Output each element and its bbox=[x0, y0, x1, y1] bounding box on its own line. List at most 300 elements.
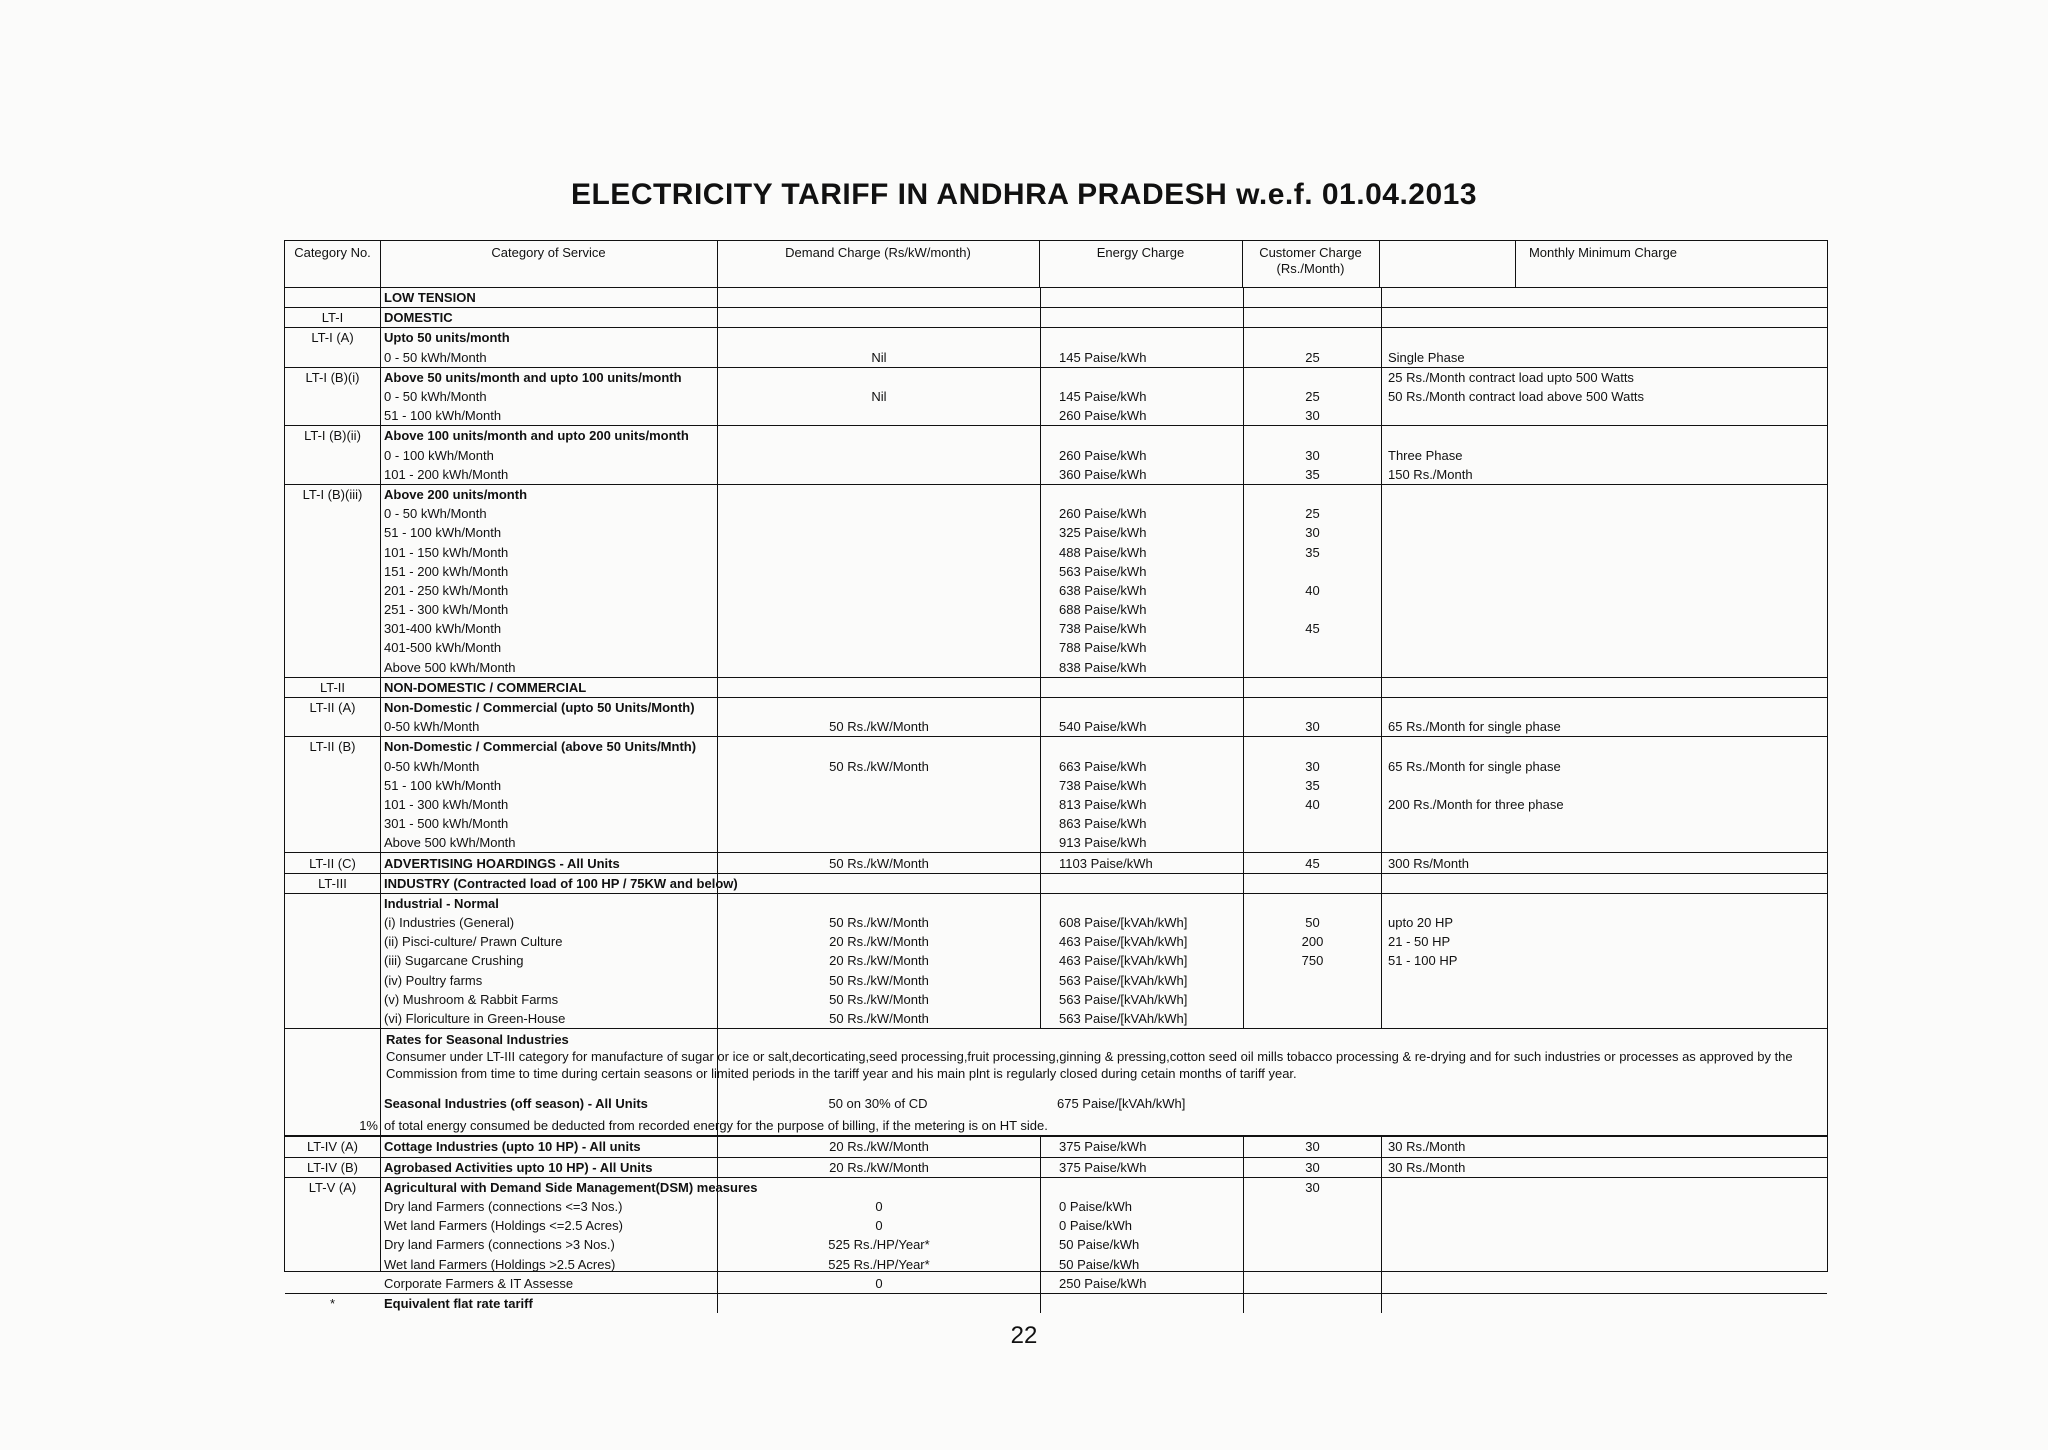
row-monthly-minimum bbox=[1381, 562, 1388, 581]
row-category-of-service: Corporate Farmers & IT Assesse bbox=[384, 1275, 574, 1291]
row-monthly-minimum: 50 Rs./Month contract load above 500 Watts bbox=[1381, 387, 1644, 406]
row-category-no: * bbox=[329, 1295, 336, 1311]
row-category-of-service: Equivalent flat rate tariff bbox=[384, 1295, 533, 1311]
row-category-of-service: 401-500 kWh/Month bbox=[384, 640, 502, 656]
row-customer-charge: 30 bbox=[1243, 717, 1381, 736]
row-energy-charge bbox=[1040, 698, 1243, 717]
row-energy-charge bbox=[1040, 368, 1243, 387]
row-energy-charge bbox=[1040, 874, 1243, 893]
row-energy-charge: 0 Paise/kWh bbox=[1040, 1216, 1243, 1235]
table-row bbox=[285, 1254, 1827, 1273]
row-monthly-minimum: 200 Rs./Month for three phase bbox=[1381, 795, 1564, 814]
row-category-of-service: 101 - 150 kWh/Month bbox=[384, 544, 509, 560]
table-row bbox=[285, 776, 1827, 795]
row-monthly-minimum bbox=[1381, 894, 1388, 913]
row-energy-charge: 608 Paise/[kVAh/kWh] bbox=[1040, 913, 1243, 932]
row-energy-charge: 145 Paise/kWh bbox=[1040, 348, 1243, 367]
row-category-of-service: 51 - 100 kWh/Month bbox=[384, 777, 502, 793]
header-category-of-service: Category of Service bbox=[491, 245, 606, 260]
table-row bbox=[285, 1235, 1827, 1254]
row-demand-charge: 50 Rs./kW/Month bbox=[717, 990, 1040, 1009]
row-energy-charge bbox=[1040, 485, 1243, 504]
row-monthly-minimum bbox=[1381, 485, 1388, 504]
table-row bbox=[285, 1197, 1827, 1216]
row-category-of-service: Above 100 units/month and upto 200 units/month bbox=[384, 428, 689, 444]
table-row bbox=[285, 1177, 1827, 1197]
row-monthly-minimum bbox=[1381, 1197, 1388, 1216]
table-row bbox=[285, 951, 1827, 970]
row-category-of-service: Agrobased Activities upto 10 HP) - All Units bbox=[384, 1159, 653, 1175]
row-customer-charge bbox=[1243, 1235, 1381, 1254]
off-season-label: Seasonal Industries (off season) - All Units bbox=[384, 1095, 648, 1111]
row-demand-charge: Nil bbox=[717, 387, 1040, 406]
row-category-of-service: 251 - 300 kWh/Month bbox=[384, 602, 509, 618]
table-row bbox=[285, 893, 1827, 913]
row-monthly-minimum bbox=[1381, 814, 1388, 833]
row-demand-charge bbox=[717, 446, 1040, 465]
row-demand-charge: 50 Rs./kW/Month bbox=[717, 1009, 1040, 1028]
row-monthly-minimum bbox=[1381, 737, 1388, 756]
row-customer-charge: 45 bbox=[1243, 853, 1381, 872]
row-customer-charge bbox=[1243, 698, 1381, 717]
row-energy-charge bbox=[1040, 1294, 1243, 1313]
row-monthly-minimum bbox=[1381, 426, 1388, 445]
table-row bbox=[285, 971, 1827, 990]
table-row bbox=[285, 581, 1827, 600]
table-row bbox=[285, 367, 1827, 387]
row-category-no: LT-IV (A) bbox=[306, 1139, 359, 1155]
row-demand-charge bbox=[717, 504, 1040, 523]
row-energy-charge bbox=[1040, 426, 1243, 445]
table-row bbox=[285, 504, 1827, 523]
row-category-of-service: 301 - 500 kWh/Month bbox=[384, 816, 509, 832]
row-category-of-service: Above 50 units/month and upto 100 units/month bbox=[384, 369, 682, 385]
row-monthly-minimum bbox=[1381, 1009, 1388, 1028]
row-monthly-minimum bbox=[1381, 1235, 1388, 1254]
row-monthly-minimum bbox=[1381, 581, 1388, 600]
row-customer-charge: 25 bbox=[1243, 504, 1381, 523]
row-customer-charge bbox=[1243, 990, 1381, 1009]
row-monthly-minimum bbox=[1381, 523, 1388, 542]
row-energy-charge: 463 Paise/[kVAh/kWh] bbox=[1040, 951, 1243, 970]
row-monthly-minimum: 21 - 50 HP bbox=[1381, 932, 1450, 951]
row-customer-charge bbox=[1243, 874, 1381, 893]
header-divider bbox=[1039, 241, 1040, 287]
row-demand-charge: 525 Rs./HP/Year* bbox=[717, 1235, 1040, 1254]
row-energy-charge: 738 Paise/kWh bbox=[1040, 619, 1243, 638]
table-row bbox=[285, 562, 1827, 581]
row-monthly-minimum bbox=[1381, 658, 1388, 677]
row-category-no: LT-I (B)(iii) bbox=[302, 486, 363, 502]
row-category-of-service: Non-Domestic / Commercial (upto 50 Units/Month) bbox=[384, 700, 695, 716]
row-monthly-minimum: Single Phase bbox=[1381, 348, 1465, 367]
row-category-of-service: (iii) Sugarcane Crushing bbox=[384, 953, 524, 969]
row-monthly-minimum bbox=[1381, 619, 1388, 638]
row-customer-charge bbox=[1243, 368, 1381, 387]
row-customer-charge bbox=[1243, 485, 1381, 504]
table-row bbox=[285, 465, 1827, 484]
row-category-of-service: Dry land Farmers (connections >3 Nos.) bbox=[384, 1237, 615, 1253]
row-customer-charge: 35 bbox=[1243, 776, 1381, 795]
row-energy-charge: 563 Paise/[kVAh/kWh] bbox=[1040, 971, 1243, 990]
row-customer-charge: 30 bbox=[1243, 1158, 1381, 1177]
row-monthly-minimum: 300 Rs/Month bbox=[1381, 853, 1469, 872]
row-energy-charge: 638 Paise/kWh bbox=[1040, 581, 1243, 600]
row-monthly-minimum bbox=[1381, 406, 1388, 425]
row-customer-charge bbox=[1243, 1197, 1381, 1216]
row-customer-charge bbox=[1243, 833, 1381, 852]
row-category-of-service: 151 - 200 kWh/Month bbox=[384, 563, 509, 579]
row-energy-charge: 260 Paise/kWh bbox=[1040, 504, 1243, 523]
row-monthly-minimum: upto 20 HP bbox=[1381, 913, 1453, 932]
header-demand-charge: Demand Charge (Rs/kW/month) bbox=[785, 245, 971, 260]
row-energy-charge: 375 Paise/kWh bbox=[1040, 1137, 1243, 1156]
row-customer-charge bbox=[1243, 308, 1381, 327]
header-divider bbox=[1379, 241, 1380, 287]
seasonal-text: Consumer under LT-III category for manufacture of sugar or ice or salt,decorticating,seed processing,fruit processing,ginning & pressing,cotton seed oil mills tobacco processing & re-drying and for such industries or processes as approved by the Commission from time to time during certain seasons or limited periods in the tariff year and his main plnt is regularly closed during cetain months of tariff year. bbox=[386, 1049, 1793, 1082]
row-demand-charge bbox=[717, 485, 1040, 504]
row-energy-charge: 145 Paise/kWh bbox=[1040, 387, 1243, 406]
table-row bbox=[285, 990, 1827, 1009]
row-customer-charge bbox=[1243, 737, 1381, 756]
table-row bbox=[285, 757, 1827, 776]
row-energy-charge bbox=[1040, 1178, 1243, 1197]
row-demand-charge: Nil bbox=[717, 348, 1040, 367]
row-demand-charge bbox=[717, 288, 1040, 307]
row-category-of-service: Above 500 kWh/Month bbox=[384, 659, 516, 675]
row-customer-charge bbox=[1243, 1274, 1381, 1293]
row-energy-charge: 325 Paise/kWh bbox=[1040, 523, 1243, 542]
row-customer-charge: 30 bbox=[1243, 446, 1381, 465]
row-demand-charge: 0 bbox=[717, 1216, 1040, 1235]
row-demand-charge bbox=[717, 638, 1040, 657]
row-customer-charge: 30 bbox=[1243, 1137, 1381, 1156]
row-customer-charge bbox=[1243, 638, 1381, 657]
row-demand-charge bbox=[717, 523, 1040, 542]
row-category-of-service: ADVERTISING HOARDINGS - All Units bbox=[384, 855, 620, 871]
row-demand-charge: 50 Rs./kW/Month bbox=[717, 853, 1040, 872]
row-monthly-minimum bbox=[1381, 600, 1388, 619]
row-category-of-service: 201 - 250 kWh/Month bbox=[384, 582, 509, 598]
row-demand-charge: 50 Rs./kW/Month bbox=[717, 913, 1040, 932]
row-demand-charge bbox=[717, 465, 1040, 484]
row-customer-charge: 25 bbox=[1243, 348, 1381, 367]
row-customer-charge: 40 bbox=[1243, 581, 1381, 600]
table-row bbox=[285, 638, 1827, 657]
row-energy-charge bbox=[1040, 737, 1243, 756]
row-demand-charge bbox=[717, 328, 1040, 347]
row-demand-charge bbox=[717, 426, 1040, 445]
row-demand-charge bbox=[717, 1178, 1040, 1197]
row-energy-charge: 250 Paise/kWh bbox=[1040, 1274, 1243, 1293]
row-monthly-minimum: 30 Rs./Month bbox=[1381, 1137, 1465, 1156]
row-demand-charge bbox=[717, 776, 1040, 795]
row-demand-charge: 50 Rs./kW/Month bbox=[717, 757, 1040, 776]
row-monthly-minimum: 65 Rs./Month for single phase bbox=[1381, 717, 1561, 736]
row-customer-charge bbox=[1243, 1254, 1381, 1273]
row-energy-charge bbox=[1040, 678, 1243, 697]
table-row bbox=[285, 814, 1827, 833]
row-category-of-service: 0 - 100 kWh/Month bbox=[384, 447, 494, 463]
row-energy-charge: 563 Paise/[kVAh/kWh] bbox=[1040, 990, 1243, 1009]
row-category-of-service: 301-400 kWh/Month bbox=[384, 621, 502, 637]
row-category-of-service: Wet land Farmers (Holdings >2.5 Acres) bbox=[384, 1256, 616, 1272]
row-customer-charge bbox=[1243, 426, 1381, 445]
row-category-of-service: (iv) Poultry farms bbox=[384, 972, 483, 988]
row-energy-charge bbox=[1040, 288, 1243, 307]
row-category-of-service: INDUSTRY (Contracted load of 100 HP / 75KW and below) bbox=[384, 875, 738, 891]
row-demand-charge bbox=[717, 814, 1040, 833]
document-title: ELECTRICITY TARIFF IN ANDHRA PRADESH w.e.f. 01.04.2013 bbox=[570, 178, 1478, 211]
row-category-of-service: Upto 50 units/month bbox=[384, 330, 510, 346]
row-customer-charge bbox=[1243, 814, 1381, 833]
row-category-no: LT-III bbox=[318, 875, 347, 891]
row-customer-charge: 40 bbox=[1243, 795, 1381, 814]
row-customer-charge: 30 bbox=[1243, 1178, 1381, 1197]
row-category-no: LT-I bbox=[321, 310, 344, 326]
table-row bbox=[285, 600, 1827, 619]
table-row bbox=[285, 677, 1827, 697]
row-customer-charge: 45 bbox=[1243, 619, 1381, 638]
row-demand-charge bbox=[717, 308, 1040, 327]
row-energy-charge: 738 Paise/kWh bbox=[1040, 776, 1243, 795]
table-row bbox=[285, 658, 1827, 677]
table-row bbox=[285, 795, 1827, 814]
row-customer-charge: 35 bbox=[1243, 465, 1381, 484]
row-demand-charge bbox=[717, 874, 1040, 893]
row-monthly-minimum bbox=[1381, 971, 1388, 990]
off-season-energy: 675 Paise/[kVAh/kWh] bbox=[1057, 1095, 1186, 1111]
row-customer-charge bbox=[1243, 562, 1381, 581]
row-customer-charge bbox=[1243, 678, 1381, 697]
row-category-of-service: (i) Industries (General) bbox=[384, 915, 515, 931]
row-category-of-service: 0-50 kWh/Month bbox=[384, 758, 480, 774]
row-demand-charge bbox=[717, 833, 1040, 852]
row-category-of-service: 51 - 100 kWh/Month bbox=[384, 525, 502, 541]
row-demand-charge bbox=[717, 368, 1040, 387]
row-customer-charge bbox=[1243, 1009, 1381, 1028]
row-energy-charge: 788 Paise/kWh bbox=[1040, 638, 1243, 657]
row-category-of-service: NON-DOMESTIC / COMMERCIAL bbox=[384, 679, 587, 695]
row-category-of-service: 0-50 kWh/Month bbox=[384, 719, 480, 735]
row-energy-charge: 838 Paise/kWh bbox=[1040, 658, 1243, 677]
row-category-of-service: 51 - 100 kWh/Month bbox=[384, 408, 502, 424]
table-row bbox=[285, 387, 1827, 406]
table-row bbox=[285, 307, 1827, 327]
row-monthly-minimum: 30 Rs./Month bbox=[1381, 1158, 1465, 1177]
table-row bbox=[285, 873, 1827, 893]
row-category-no: LT-V (A) bbox=[308, 1179, 357, 1195]
row-demand-charge: 50 Rs./kW/Month bbox=[717, 717, 1040, 736]
row-category-of-service: (v) Mushroom & Rabbit Farms bbox=[384, 991, 559, 1007]
table-row bbox=[285, 406, 1827, 425]
seasonal-heading: Rates for Seasonal Industries bbox=[386, 1032, 569, 1048]
row-energy-charge bbox=[1040, 894, 1243, 913]
row-monthly-minimum bbox=[1381, 308, 1388, 327]
row-category-no: LT-I (A) bbox=[311, 330, 354, 346]
row-category-no: LT-II (A) bbox=[309, 700, 356, 716]
row-category-of-service: 101 - 300 kWh/Month bbox=[384, 796, 509, 812]
row-demand-charge: 20 Rs./kW/Month bbox=[717, 951, 1040, 970]
row-demand-charge bbox=[717, 658, 1040, 677]
page-number: 22 bbox=[1010, 1322, 1038, 1349]
row-demand-charge bbox=[717, 698, 1040, 717]
table-row bbox=[285, 736, 1827, 756]
table-row bbox=[285, 852, 1827, 872]
row-monthly-minimum bbox=[1381, 990, 1388, 1009]
row-monthly-minimum bbox=[1381, 288, 1388, 307]
row-category-of-service: 0 - 50 kWh/Month bbox=[384, 349, 487, 365]
row-customer-charge bbox=[1243, 658, 1381, 677]
row-energy-charge: 913 Paise/kWh bbox=[1040, 833, 1243, 852]
header-category-no: Category No. bbox=[294, 245, 371, 260]
row-monthly-minimum: Three Phase bbox=[1381, 446, 1462, 465]
row-demand-charge: 0 bbox=[717, 1197, 1040, 1216]
row-category-of-service: Cottage Industries (upto 10 HP) - All units bbox=[384, 1139, 641, 1155]
row-demand-charge bbox=[717, 581, 1040, 600]
row-demand-charge: 20 Rs./kW/Month bbox=[717, 932, 1040, 951]
row-energy-charge: 863 Paise/kWh bbox=[1040, 814, 1243, 833]
table-row bbox=[285, 1274, 1827, 1293]
row-category-of-service: Wet land Farmers (Holdings <=2.5 Acres) bbox=[384, 1218, 623, 1234]
row-customer-charge: 50 bbox=[1243, 913, 1381, 932]
row-demand-charge bbox=[717, 1294, 1040, 1313]
row-customer-charge bbox=[1243, 1216, 1381, 1235]
row-category-of-service: DOMESTIC bbox=[384, 310, 453, 326]
row-monthly-minimum bbox=[1381, 542, 1388, 561]
row-monthly-minimum bbox=[1381, 776, 1388, 795]
row-energy-charge: 0 Paise/kWh bbox=[1040, 1197, 1243, 1216]
row-customer-charge bbox=[1243, 288, 1381, 307]
table-row bbox=[285, 1136, 1827, 1156]
row-energy-charge: 375 Paise/kWh bbox=[1040, 1158, 1243, 1177]
row-energy-charge bbox=[1040, 308, 1243, 327]
row-energy-charge: 50 Paise/kWh bbox=[1040, 1254, 1243, 1273]
row-demand-charge bbox=[717, 619, 1040, 638]
table-row bbox=[285, 348, 1827, 367]
row-monthly-minimum: 65 Rs./Month for single phase bbox=[1381, 757, 1561, 776]
row-category-no: LT-II (B) bbox=[309, 739, 356, 755]
row-category-of-service: 101 - 200 kWh/Month bbox=[384, 466, 509, 482]
table-row bbox=[285, 913, 1827, 932]
row-customer-charge: 30 bbox=[1243, 523, 1381, 542]
row-category-of-service: Above 200 units/month bbox=[384, 486, 528, 502]
row-energy-charge: 813 Paise/kWh bbox=[1040, 795, 1243, 814]
row-category-no: LT-II bbox=[319, 679, 346, 695]
row-customer-charge bbox=[1243, 1294, 1381, 1313]
row-category-of-service: (ii) Pisci-culture/ Prawn Culture bbox=[384, 934, 563, 950]
row-monthly-minimum bbox=[1381, 1178, 1388, 1197]
row-demand-charge: 0 bbox=[717, 1274, 1040, 1293]
note-number: 1% bbox=[359, 1118, 378, 1134]
row-energy-charge bbox=[1040, 328, 1243, 347]
row-energy-charge: 360 Paise/kWh bbox=[1040, 465, 1243, 484]
row-monthly-minimum: 25 Rs./Month contract load upto 500 Watts bbox=[1381, 368, 1634, 387]
row-monthly-minimum bbox=[1381, 698, 1388, 717]
row-demand-charge bbox=[717, 600, 1040, 619]
table-row bbox=[285, 717, 1827, 736]
header-monthly-minimum: Monthly Minimum Charge bbox=[1528, 245, 1678, 260]
row-category-of-service: 0 - 50 kWh/Month bbox=[384, 389, 487, 405]
table-row bbox=[285, 1293, 1827, 1313]
row-demand-charge bbox=[717, 406, 1040, 425]
row-customer-charge: 30 bbox=[1243, 757, 1381, 776]
table-row bbox=[285, 287, 1827, 307]
row-demand-charge: 525 Rs./HP/Year* bbox=[717, 1254, 1040, 1273]
row-monthly-minimum bbox=[1381, 1216, 1388, 1235]
seasonal-block bbox=[285, 1028, 1827, 1135]
table-body bbox=[285, 287, 1827, 1313]
row-monthly-minimum bbox=[1381, 638, 1388, 657]
row-category-of-service: Above 500 kWh/Month bbox=[384, 835, 516, 851]
table-row bbox=[285, 484, 1827, 504]
row-energy-charge: 260 Paise/kWh bbox=[1040, 406, 1243, 425]
row-demand-charge bbox=[717, 894, 1040, 913]
table-row bbox=[285, 425, 1827, 445]
row-monthly-minimum bbox=[1381, 328, 1388, 347]
row-category-of-service: 0 - 50 kWh/Month bbox=[384, 506, 487, 522]
row-category-no: LT-IV (B) bbox=[306, 1159, 359, 1175]
table-row bbox=[285, 327, 1827, 347]
row-customer-charge bbox=[1243, 328, 1381, 347]
table-row bbox=[285, 833, 1827, 852]
row-energy-charge: 688 Paise/kWh bbox=[1040, 600, 1243, 619]
row-monthly-minimum bbox=[1381, 874, 1388, 893]
row-demand-charge bbox=[717, 542, 1040, 561]
off-season-demand: 50 on 30% of CD bbox=[828, 1095, 928, 1111]
row-monthly-minimum bbox=[1381, 1274, 1388, 1293]
row-monthly-minimum bbox=[1381, 1254, 1388, 1273]
row-energy-charge: 563 Paise/[kVAh/kWh] bbox=[1040, 1009, 1243, 1028]
header-energy-charge: Energy Charge bbox=[1096, 245, 1185, 260]
row-customer-charge bbox=[1243, 894, 1381, 913]
row-category-of-service: Industrial - Normal bbox=[384, 895, 499, 911]
row-category-no: LT-II (C) bbox=[309, 855, 356, 871]
row-category-no: LT-I (B)(ii) bbox=[304, 428, 361, 444]
row-monthly-minimum bbox=[1381, 504, 1388, 523]
row-customer-charge bbox=[1243, 600, 1381, 619]
row-customer-charge: 200 bbox=[1243, 932, 1381, 951]
table-row bbox=[285, 446, 1827, 465]
row-energy-charge: 50 Paise/kWh bbox=[1040, 1235, 1243, 1254]
row-demand-charge bbox=[717, 562, 1040, 581]
row-demand-charge bbox=[717, 795, 1040, 814]
row-demand-charge bbox=[717, 678, 1040, 697]
table-row bbox=[285, 932, 1827, 951]
row-customer-charge: 750 bbox=[1243, 951, 1381, 970]
row-customer-charge: 30 bbox=[1243, 406, 1381, 425]
header-customer-charge: Customer Charge (Rs./Month) bbox=[1259, 245, 1362, 276]
row-monthly-minimum: 150 Rs./Month bbox=[1381, 465, 1473, 484]
table-row bbox=[285, 542, 1827, 561]
table-row bbox=[285, 697, 1827, 717]
row-energy-charge: 663 Paise/kWh bbox=[1040, 757, 1243, 776]
row-energy-charge: 463 Paise/[kVAh/kWh] bbox=[1040, 932, 1243, 951]
row-category-of-service: (vi) Floriculture in Green-House bbox=[384, 1011, 566, 1027]
row-demand-charge: 50 Rs./kW/Month bbox=[717, 971, 1040, 990]
seasonal-note: of total energy consumed be deducted from recorded energy for the purpose of billing, if the metering is on HT side. bbox=[384, 1118, 1048, 1134]
row-customer-charge: 35 bbox=[1243, 542, 1381, 561]
row-category-of-service: Agricultural with Demand Side Management(DSM) measures bbox=[384, 1179, 758, 1195]
row-customer-charge bbox=[1243, 971, 1381, 990]
row-monthly-minimum: 51 - 100 HP bbox=[1381, 951, 1457, 970]
table-row bbox=[285, 619, 1827, 638]
row-category-of-service: Dry land Farmers (connections <=3 Nos.) bbox=[384, 1198, 623, 1214]
row-monthly-minimum bbox=[1381, 833, 1388, 852]
row-monthly-minimum bbox=[1381, 1294, 1388, 1313]
row-category-of-service: LOW TENSION bbox=[384, 290, 476, 306]
row-demand-charge: 20 Rs./kW/Month bbox=[717, 1137, 1040, 1156]
